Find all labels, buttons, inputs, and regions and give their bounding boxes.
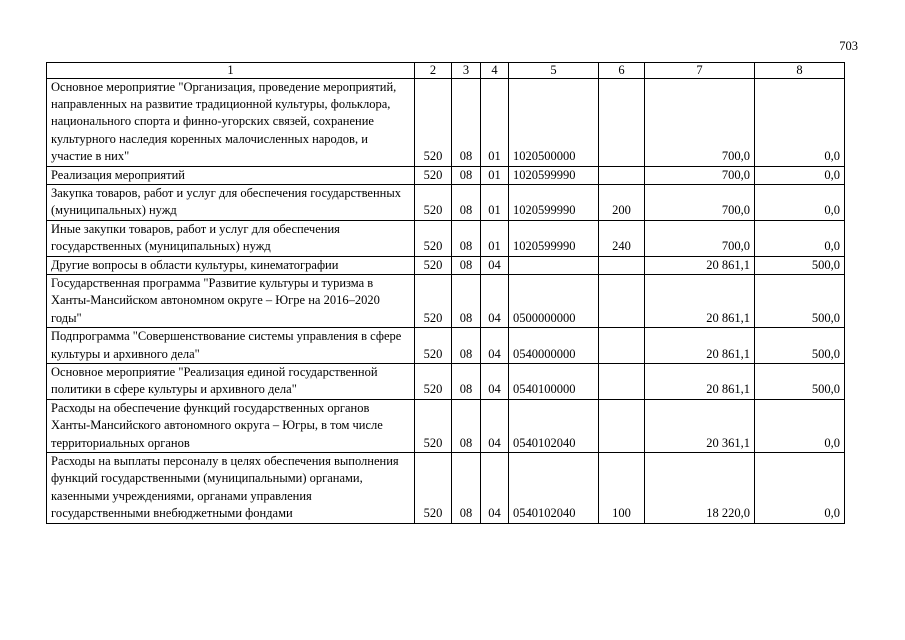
table-row xyxy=(47,399,845,452)
cell-amount-federal: 0,0 xyxy=(755,184,845,220)
header-col-6: 6 xyxy=(599,63,645,79)
cell-subsection: 01 xyxy=(481,184,509,220)
cell-section: 08 xyxy=(452,184,481,220)
cell-admin-code: 520 xyxy=(415,256,452,274)
row-name: Иные закупки товаров, работ и услуг для обеспечения государственных (муниципальных) нужд xyxy=(47,220,415,256)
cell-expense-type: 200 xyxy=(599,184,645,220)
cell-target-article: 0540102040 xyxy=(509,453,599,524)
cell-subsection: 04 xyxy=(481,453,509,524)
row-name: Основное мероприятие "Реализация единой государственной политики в сфере культуры и архивного дела" xyxy=(47,364,415,400)
table-row xyxy=(47,78,845,166)
cell-section: 08 xyxy=(452,274,481,327)
cell-target-article: 1020599990 xyxy=(509,220,599,256)
cell-amount-federal: 0,0 xyxy=(755,220,845,256)
page-number: 703 xyxy=(839,39,858,53)
header-col-3: 3 xyxy=(452,63,481,79)
row-name: Другие вопросы в области культуры, кинематографии xyxy=(47,256,415,274)
cell-amount: 20 861,1 xyxy=(645,274,755,327)
table-row xyxy=(47,220,845,256)
cell-amount: 700,0 xyxy=(645,184,755,220)
cell-admin-code: 520 xyxy=(415,184,452,220)
cell-section: 08 xyxy=(452,78,481,166)
cell-target-article: 0500000000 xyxy=(509,274,599,327)
cell-amount-federal: 0,0 xyxy=(755,78,845,166)
cell-amount-federal: 500,0 xyxy=(755,274,845,327)
row-name: Государственная программа "Развитие культуры и туризма в Ханты-Мансийском автономном округе – Югре на 2016–2020 годы" xyxy=(47,274,415,327)
table-row xyxy=(47,184,845,220)
cell-admin-code: 520 xyxy=(415,274,452,327)
cell-target-article xyxy=(509,256,599,274)
cell-admin-code: 520 xyxy=(415,78,452,166)
cell-expense-type xyxy=(599,364,645,400)
cell-section: 08 xyxy=(452,364,481,400)
cell-target-article: 0540000000 xyxy=(509,328,599,364)
cell-subsection: 04 xyxy=(481,256,509,274)
cell-expense-type: 100 xyxy=(599,453,645,524)
row-name: Основное мероприятие "Организация, проведение мероприятий, направленных на развитие традиционной культуры, фольклора, национального спорта и финно-угорских связей, сохранение культурного наследия коренных малочисленных народов, и участие в них" xyxy=(47,78,415,166)
table-row xyxy=(47,364,845,400)
header-col-1: 1 xyxy=(47,63,415,79)
cell-admin-code: 520 xyxy=(415,453,452,524)
row-name: Подпрограмма "Совершенствование системы управления в сфере культуры и архивного дела" xyxy=(47,328,415,364)
cell-amount-federal: 0,0 xyxy=(755,399,845,452)
cell-subsection: 04 xyxy=(481,364,509,400)
cell-target-article: 0540102040 xyxy=(509,399,599,452)
cell-target-article: 1020599990 xyxy=(509,184,599,220)
cell-amount-federal: 0,0 xyxy=(755,453,845,524)
cell-admin-code: 520 xyxy=(415,220,452,256)
header-row xyxy=(47,63,845,79)
budget-table xyxy=(46,62,845,524)
cell-amount: 700,0 xyxy=(645,78,755,166)
cell-subsection: 01 xyxy=(481,78,509,166)
cell-amount: 20 861,1 xyxy=(645,364,755,400)
cell-section: 08 xyxy=(452,399,481,452)
cell-expense-type xyxy=(599,399,645,452)
cell-expense-type xyxy=(599,328,645,364)
cell-section: 08 xyxy=(452,453,481,524)
cell-expense-type xyxy=(599,274,645,327)
cell-section: 08 xyxy=(452,256,481,274)
row-name: Расходы на обеспечение функций государственных органов Ханты-Мансийского автономного округа – Югры, в том числе территориальных органов xyxy=(47,399,415,452)
cell-subsection: 04 xyxy=(481,274,509,327)
row-name: Расходы на выплаты персоналу в целях обеспечения выполнения функций государственными (муниципальными) органами, казенными учреждениями, органами управления государственными внебюджетными фондами xyxy=(47,453,415,524)
cell-expense-type xyxy=(599,78,645,166)
table-row xyxy=(47,166,845,184)
cell-amount: 700,0 xyxy=(645,166,755,184)
cell-admin-code: 520 xyxy=(415,166,452,184)
table-row xyxy=(47,274,845,327)
header-col-2: 2 xyxy=(415,63,452,79)
cell-amount: 20 361,1 xyxy=(645,399,755,452)
cell-admin-code: 520 xyxy=(415,328,452,364)
cell-subsection: 01 xyxy=(481,166,509,184)
cell-admin-code: 520 xyxy=(415,364,452,400)
cell-amount-federal: 500,0 xyxy=(755,256,845,274)
header-col-4: 4 xyxy=(481,63,509,79)
cell-expense-type: 240 xyxy=(599,220,645,256)
header-col-5: 5 xyxy=(509,63,599,79)
cell-section: 08 xyxy=(452,328,481,364)
table-row xyxy=(47,256,845,274)
cell-subsection: 04 xyxy=(481,328,509,364)
cell-target-article: 0540100000 xyxy=(509,364,599,400)
cell-amount-federal: 500,0 xyxy=(755,364,845,400)
cell-amount: 20 861,1 xyxy=(645,256,755,274)
cell-amount-federal: 500,0 xyxy=(755,328,845,364)
cell-expense-type xyxy=(599,256,645,274)
cell-section: 08 xyxy=(452,166,481,184)
header-col-7: 7 xyxy=(645,63,755,79)
cell-amount: 20 861,1 xyxy=(645,328,755,364)
cell-target-article: 1020500000 xyxy=(509,78,599,166)
table-row xyxy=(47,453,845,524)
cell-amount-federal: 0,0 xyxy=(755,166,845,184)
table-row xyxy=(47,328,845,364)
cell-target-article: 1020599990 xyxy=(509,166,599,184)
row-name: Закупка товаров, работ и услуг для обеспечения государственных (муниципальных) нужд xyxy=(47,184,415,220)
cell-subsection: 01 xyxy=(481,220,509,256)
cell-amount: 700,0 xyxy=(645,220,755,256)
row-name: Реализация мероприятий xyxy=(47,166,415,184)
cell-amount: 18 220,0 xyxy=(645,453,755,524)
cell-admin-code: 520 xyxy=(415,399,452,452)
cell-subsection: 04 xyxy=(481,399,509,452)
cell-section: 08 xyxy=(452,220,481,256)
cell-expense-type xyxy=(599,166,645,184)
header-col-8: 8 xyxy=(755,63,845,79)
